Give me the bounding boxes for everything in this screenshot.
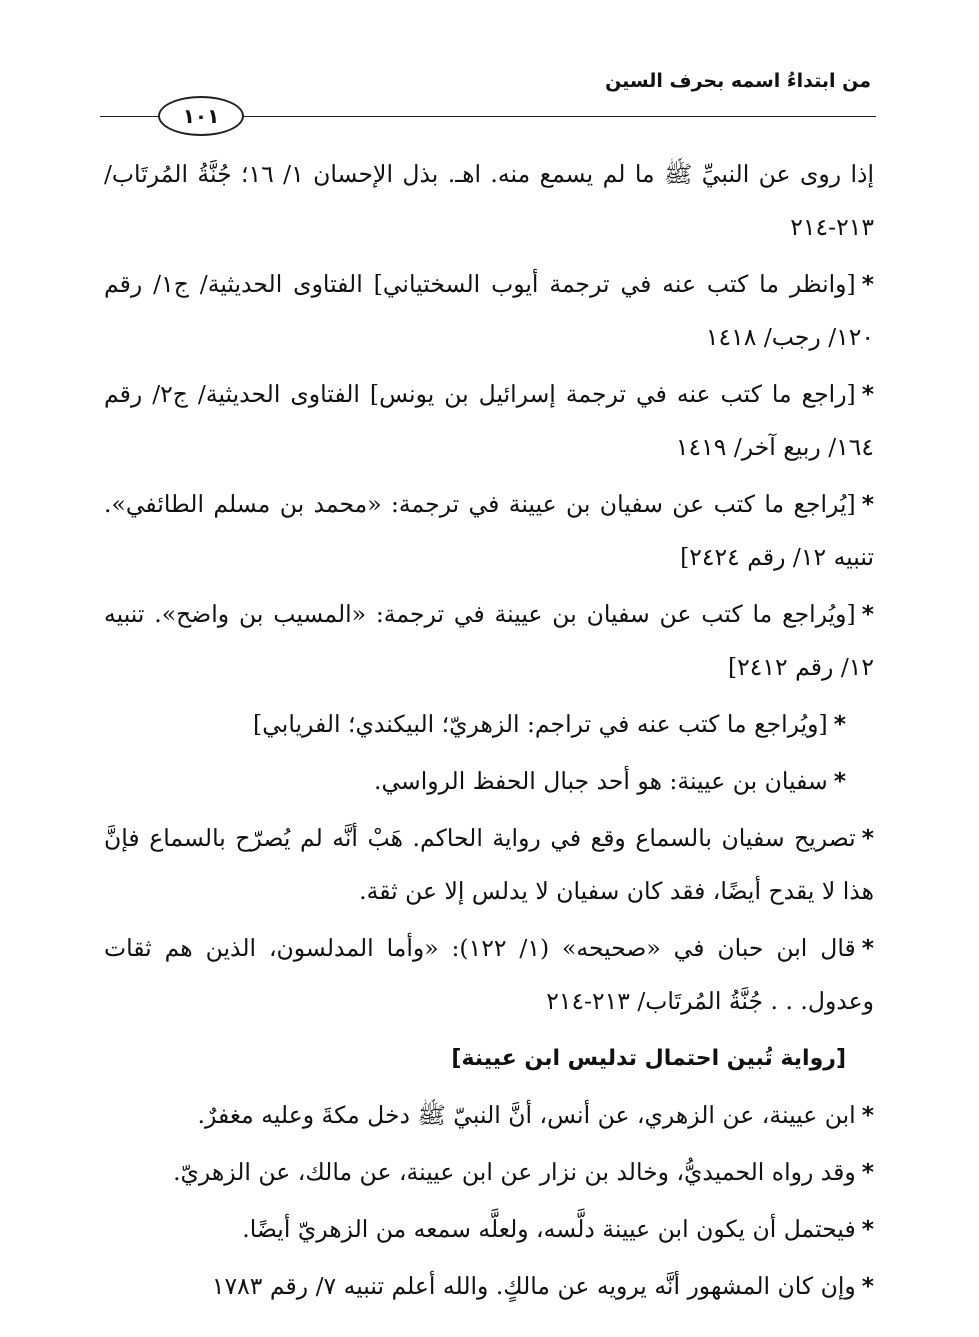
bullet-star: * [861, 380, 875, 408]
bullet-star: * [861, 934, 875, 962]
list-item: *تصريح سفيان بالسماع وقع في رواية الحاكم. هَبْ أنَّه لم يُصرّح بالسماع فإنَّ هذا لا يقدح أيضًا، فقد كان سفيان لا يدلس إلا عن ثقة. [104, 824, 874, 905]
list-item: *سفيان بن عيينة: هو أحد جبال الحفظ الرواسي. [373, 767, 846, 795]
bullet-star: * [861, 490, 874, 518]
list-item: *وإن كان المشهور أنَّه يرويه عن مالكٍ. والله أعلم تنبيه ٧/ رقم ١٧٨٣ [211, 1272, 874, 1300]
list-item: *[ويُراجع ما كتب عن سفيان بن عيينة في ترجمة: «المسيب بن واضح». تنبيه ١٢/ رقم ٢٤١٢] [104, 600, 874, 681]
list-item: *[يُراجع ما كتب عن سفيان بن عيينة في ترجمة: «محمد بن مسلم الطائفي». تنبيه ١٢/ رقم ٢٤٢٤] [104, 490, 874, 571]
section-heading: [رواية تُبين احتمال تدليس ابن عيينة] [451, 1046, 846, 1071]
bullet-star: * [861, 1101, 874, 1129]
bullet-star: * [861, 270, 874, 298]
list-item: *وقد رواه الحميديُّ، وخالد بن نزار عن ابن عيينة، عن مالك، عن الزهريّ. [173, 1158, 874, 1186]
bullet-star: * [861, 1215, 874, 1243]
bullet-star: * [861, 824, 874, 852]
list-item: *فيحتمل أن يكون ابن عيينة دلَّسه، ولعلَّه سمعه من الزهريّ أيضًا. [242, 1215, 874, 1243]
bullet-star: * [861, 1158, 874, 1186]
bullet-star: * [861, 1272, 874, 1300]
list-item: *[وانظر ما كتب عنه في ترجمة أيوب السختياني] الفتاوى الحديثية/ ج١/ رقم ١٢٠/ رجب/ ١٤١٨ [104, 270, 874, 351]
running-header: من ابتداءُ اسمه بحرف السين [605, 70, 871, 92]
page-number: ١٠١ [158, 96, 244, 136]
bullet-star: * [833, 767, 846, 795]
bullet-star: * [861, 600, 874, 628]
list-item: *قال ابن حبان في «صحيحه» (١/ ١٢٢): «وأما المدلسون، الذين هم ثقات وعدول. . . جُنَّةُ المُرتَاب/ ٢١٣-٢١٤ [104, 934, 875, 1015]
page-body [104, 148, 874, 1317]
list-item: *[ويُراجع ما كتب عنه في تراجم: الزهريّ؛ البيكندي؛ الفريابي] [253, 710, 846, 738]
paragraph-continuation: إذا روى عن النبيِّ ﷺ ما لم يسمع منه. اهـ. بذل الإحسان ١/ ١٦؛ جُنَّةُ المُرتَاب/ ٢١٣-٢١٤ [104, 160, 874, 241]
list-item: *[راجع ما كتب عنه في ترجمة إسرائيل بن يونس] الفتاوى الحديثية/ ج٢/ رقم ١٦٤/ ربيع آخر/ ١٤١٩ [104, 380, 875, 461]
bullet-star: * [833, 710, 846, 738]
list-item: *ابن عيينة، عن الزهري، عن أنس، أنَّ النبيّ ﷺ دخل مكةَ وعليه مغفرٌ. [197, 1101, 874, 1129]
